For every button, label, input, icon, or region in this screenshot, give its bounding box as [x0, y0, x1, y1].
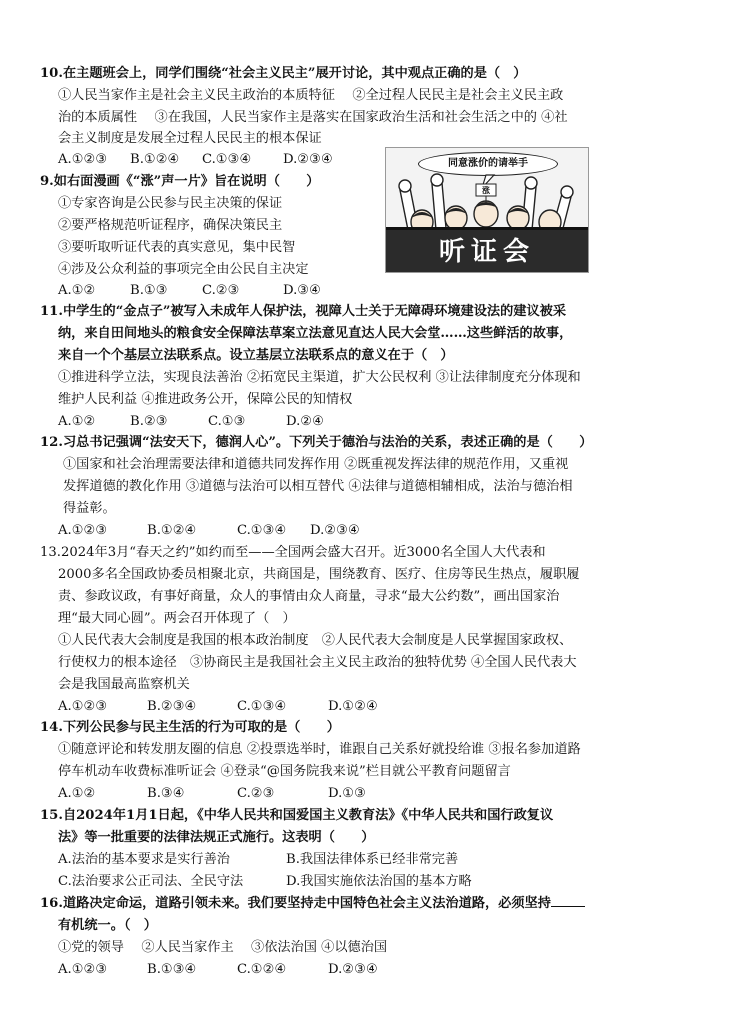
q16-option-a: A.①②③	[58, 962, 108, 977]
q10-option-d: D.②③④	[283, 152, 333, 167]
q16-option-b: B.①③④	[147, 962, 197, 977]
q10-body-line-1: ①人民当家作主是社会主义民主政治的本质特征 ②全过程人民民主是社会主义民主政	[58, 88, 564, 103]
q13-option-b: B.②③④	[147, 699, 197, 714]
answer-blank	[551, 894, 585, 907]
q12-option-b: B.①②④	[147, 523, 197, 538]
q10-option-a: A.①②③	[58, 152, 108, 167]
q12-body-line-3: 得益彰。	[63, 501, 116, 516]
q13-option-c: C.①③④	[237, 699, 287, 714]
q16-stem-line-2: 有机统一。（ ）	[58, 918, 157, 933]
q11-body-line-1: ①推进科学立法，实现良法善治 ②拓宽民主渠道，扩大公民权利 ③让法律制度充分体现和	[58, 370, 581, 385]
q16-stem-line-1	[40, 894, 585, 914]
q15-stem-line-2: 法》等一批重要的法律法规正式施行。这表明（ ）	[58, 830, 375, 845]
hearing-label: 听证会	[438, 237, 535, 267]
q10-body-line-2: 治的本质属性 ③在我国，人民当家作主是落实在国家政治生活和社会生活之中的 ④社	[58, 110, 568, 125]
speech-bubble: 同意涨价的请举手	[418, 152, 558, 176]
q14-body-line-2: 停车机动车收费标准听证会 ④登录“@国务院我来说”栏目就公平教育问题留言	[58, 764, 511, 779]
q13-stem-line-4: 理“最大同心圆”。两会召开体现了（ ）	[58, 611, 296, 626]
q15-option-a: A.法治的基本要求是实行善治	[58, 852, 230, 867]
q14-option-a: A.①②	[58, 786, 96, 801]
q12-stem: 12.习总书记强调“法安天下，德润人心”。下列关于德治与法治的关系，表述正确的是（ ）	[40, 435, 593, 450]
q13-option-d: D.①②④	[328, 699, 378, 714]
q9-option-a: A.①②	[58, 283, 96, 298]
q11-stem-line-3: 来自一个个基层立法联系点。设立基层立法联系点的意义在于（ ）	[58, 348, 454, 363]
q10-option-b: B.①②④	[130, 152, 180, 167]
q15-option-d: D.我国实施依法治国的基本方略	[286, 874, 472, 889]
q11-option-a: A.①②	[58, 414, 96, 429]
q9-stem: 9.如右面漫画《“涨”声一片》旨在说明（ ）	[40, 174, 320, 189]
q11-option-b: B.②③	[130, 414, 168, 429]
q9-option-b: B.①③	[130, 283, 168, 298]
q12-body-line-1: ①国家和社会治理需要法律和道德共同发挥作用 ②既重视发挥法律的规范作用，又重视	[63, 457, 569, 472]
q16-option-d: D.②③④	[328, 962, 378, 977]
q11-option-d: D.②④	[286, 414, 324, 429]
q14-stem: 14.下列公民参与民主生活的行为可取的是（ ）	[40, 720, 340, 735]
q11-body-line-2: 维护人民利益 ④推进政务公开，保障公民的知情权	[58, 392, 353, 407]
q11-stem-line-2: 纳，来自田间地头的粮食安全保障法草案立法意见直达人民大会堂……这些鲜活的故事，	[58, 326, 573, 341]
q15-option-c: C.法治要求公正司法、全民守法	[58, 874, 244, 889]
q9-body-line-4: ④涉及公众利益的事项完全由公民自主决定	[58, 262, 309, 277]
q12-body-line-2: 发挥道德的教化作用 ③道德与法治可以相互替代 ④法律与道德相辅相成，法治与德治相	[63, 479, 573, 494]
q12-option-c: C.①③④	[237, 523, 287, 538]
q9-body-line-2: ②要严格规范听证程序，确保决策民主	[58, 218, 283, 233]
q13-body-line-3: 会是我国最高监察机关	[58, 677, 190, 692]
q10-stem: 10.在主题班会上，同学们围绕“社会主义民主”展开讨论，其中观点正确的是（ ）	[40, 66, 527, 81]
q12-option-a: A.①②③	[58, 523, 108, 538]
q9-body-line-3: ③要听取听证代表的真实意见，集中民智	[58, 240, 296, 255]
q13-stem-line-3: 责、参政议政，有事好商量，众人的事情由众人商量，寻求“最大公约数”，画出国家治	[58, 589, 560, 604]
q14-option-d: D.①③	[328, 786, 366, 801]
q9-option-c: C.②③	[202, 283, 240, 298]
q13-stem-line-1: 13.2024年3月“春天之约”如约而至——全国两会盛大召开。近3000名全国人大代表和	[40, 545, 546, 560]
q15-option-b: B.我国法律体系已经非常完善	[286, 852, 459, 867]
q10-body-line-3: 会主义制度是发展全过程人民民主的根本保证	[58, 131, 322, 146]
q14-option-c: C.②③	[237, 786, 275, 801]
q13-body-line-2: 行使权力的根本途径 ③协商民主是我国社会主义民主政治的独特优势 ④全国人民代表大	[58, 655, 577, 670]
q16-stem-text: 16.道路决定命运，道路引领未来。我们要坚持走中国特色社会主义法治道路，必须坚持	[40, 896, 551, 911]
q16-body-line-1: ①党的领导 ②人民当家作主 ③依法治国 ④以德治国	[58, 940, 388, 955]
q10-option-c: C.①③④	[202, 152, 252, 167]
q13-body-line-1: ①人民代表大会制度是我国的根本政治制度 ②人民代表大会制度是人民掌握国家政权、	[58, 633, 573, 648]
q11-stem-line-1: 11.中学生的“金点子”被写入未成年人保护法，视障人士关于无障碍环境建设法的建议被采	[40, 304, 567, 319]
q11-option-c: C.①③	[208, 414, 246, 429]
q12-option-d: D.②③④	[310, 523, 360, 538]
q13-stem-line-2: 2000多名全国政协委员相聚北京，共商国是，围绕教育、医疗、住房等民生热点，履职履	[58, 567, 580, 582]
q9-option-d: D.③④	[283, 283, 321, 298]
q13-option-a: A.①②③	[58, 699, 108, 714]
q16-option-c: C.①②④	[237, 962, 287, 977]
q14-option-b: B.③④	[147, 786, 185, 801]
placard-text: 涨	[482, 185, 490, 195]
q14-body-line-1: ①随意评论和转发朋友圈的信息 ②投票选举时，谁跟自己关系好就投给谁 ③报名参加道路	[58, 742, 581, 757]
hearing-cartoon	[385, 147, 589, 273]
q15-stem-line-1: 15.自2024年1月1日起，《中华人民共和国爱国主义教育法》《中华人民共和国行政复议	[40, 808, 554, 823]
q9-body-line-1: ①专家咨询是公民参与民主决策的保证	[58, 196, 283, 211]
